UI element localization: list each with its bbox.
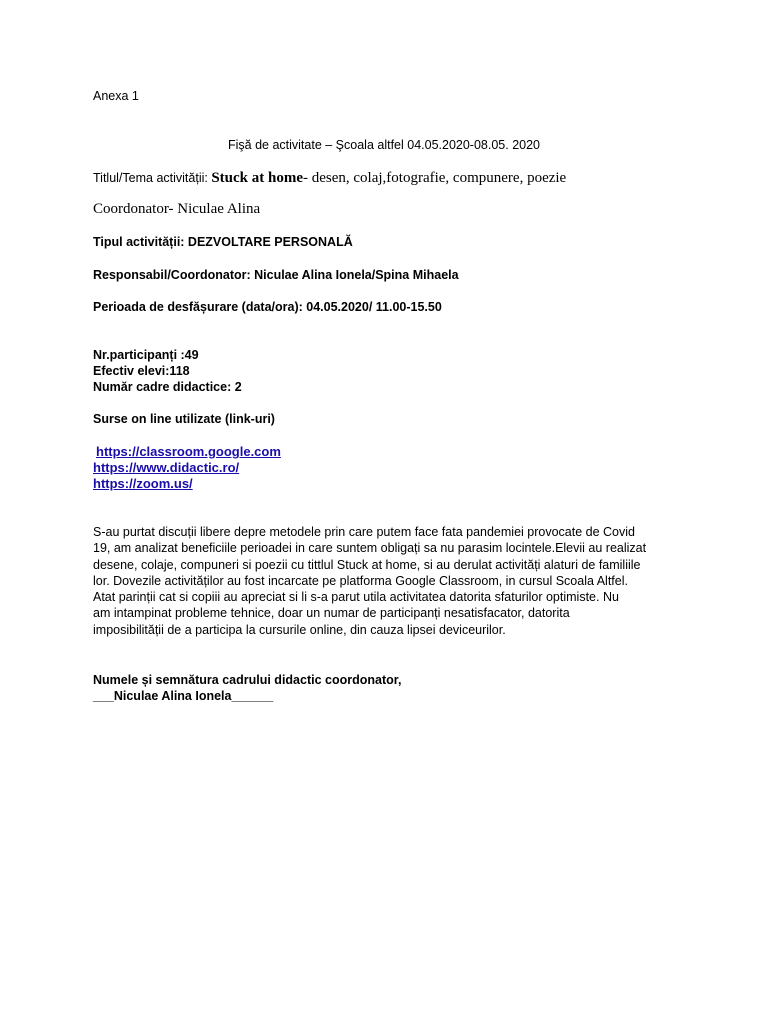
period-line: Perioada de desfășurare (data/ora): 04.05.2020/ 11.00-15.50 bbox=[93, 300, 442, 314]
paragraph-line: desene, colaje, compuneri si poezii cu tittlul Stuck at home, si au derulat activități alaturi de familiile bbox=[93, 557, 641, 572]
participants-count: Nr.participanți :49 bbox=[93, 348, 199, 362]
activity-type: Tipul activității: DEZVOLTARE PERSONALĂ bbox=[93, 235, 353, 249]
responsible-line: Responsabil/Coordonator: Niculae Alina Ionela/Spina Mihaela bbox=[93, 268, 459, 282]
paragraph-line: imposibilității de a participa la cursurile online, din cauza lipsei deviceurilor. bbox=[93, 622, 506, 637]
signature-label: Numele și semnătura cadrului didactic coordonator, bbox=[93, 673, 402, 687]
teachers-count: Număr cadre didactice: 2 bbox=[93, 380, 242, 394]
activity-theme bbox=[93, 170, 566, 186]
paragraph-line: S-au purtat discuții libere depre metodele prin care putem face fata pandemiei provocate de Covid bbox=[93, 525, 635, 539]
paragraph-line: 19, am analizat beneficiile perioadei in care suntem obligați sa nu parasim locintele.Elevii au realizat bbox=[93, 541, 647, 556]
link-classroom[interactable]: https://classroom.google.com bbox=[96, 444, 281, 459]
annex-label: Anexa 1 bbox=[93, 89, 139, 103]
sources-label: Surse on line utilizate (link-uri) bbox=[93, 412, 275, 426]
signature-name: ___Niculae Alina Ionela______ bbox=[93, 689, 274, 703]
students-count: Efectiv elevi:118 bbox=[93, 364, 190, 378]
paragraph-line: am intampinat probleme tehnice, doar un numar de participanți nesatisfacator, datorita bbox=[93, 606, 570, 621]
theme-label: Titlul/Tema activității: bbox=[93, 171, 212, 185]
activity-description bbox=[93, 524, 673, 638]
paragraph-line: Atat parinții cat si copiii au apreciat si li s-a parut utila activitatea datorita sfaturilor optimiste. Nu bbox=[93, 590, 619, 605]
theme-details: - desen, colaj,fotografie, compunere, poezie bbox=[303, 170, 567, 186]
theme-highlight: Stuck at home bbox=[211, 170, 303, 186]
paragraph-line: lor. Dovezile activităților au fost incarcate pe platforma Google Classroom, in cursul Scoala Altfel. bbox=[93, 573, 628, 588]
coordinator-line: Coordonator- Niculae Alina bbox=[93, 201, 261, 217]
document-title: Fişă de activitate – Şcoala altfel 04.05.2020-08.05. 2020 bbox=[227, 138, 541, 152]
link-didactic[interactable]: https://www.didactic.ro/ bbox=[93, 460, 240, 475]
link-zoom[interactable]: https://zoom.us/ bbox=[93, 476, 193, 491]
